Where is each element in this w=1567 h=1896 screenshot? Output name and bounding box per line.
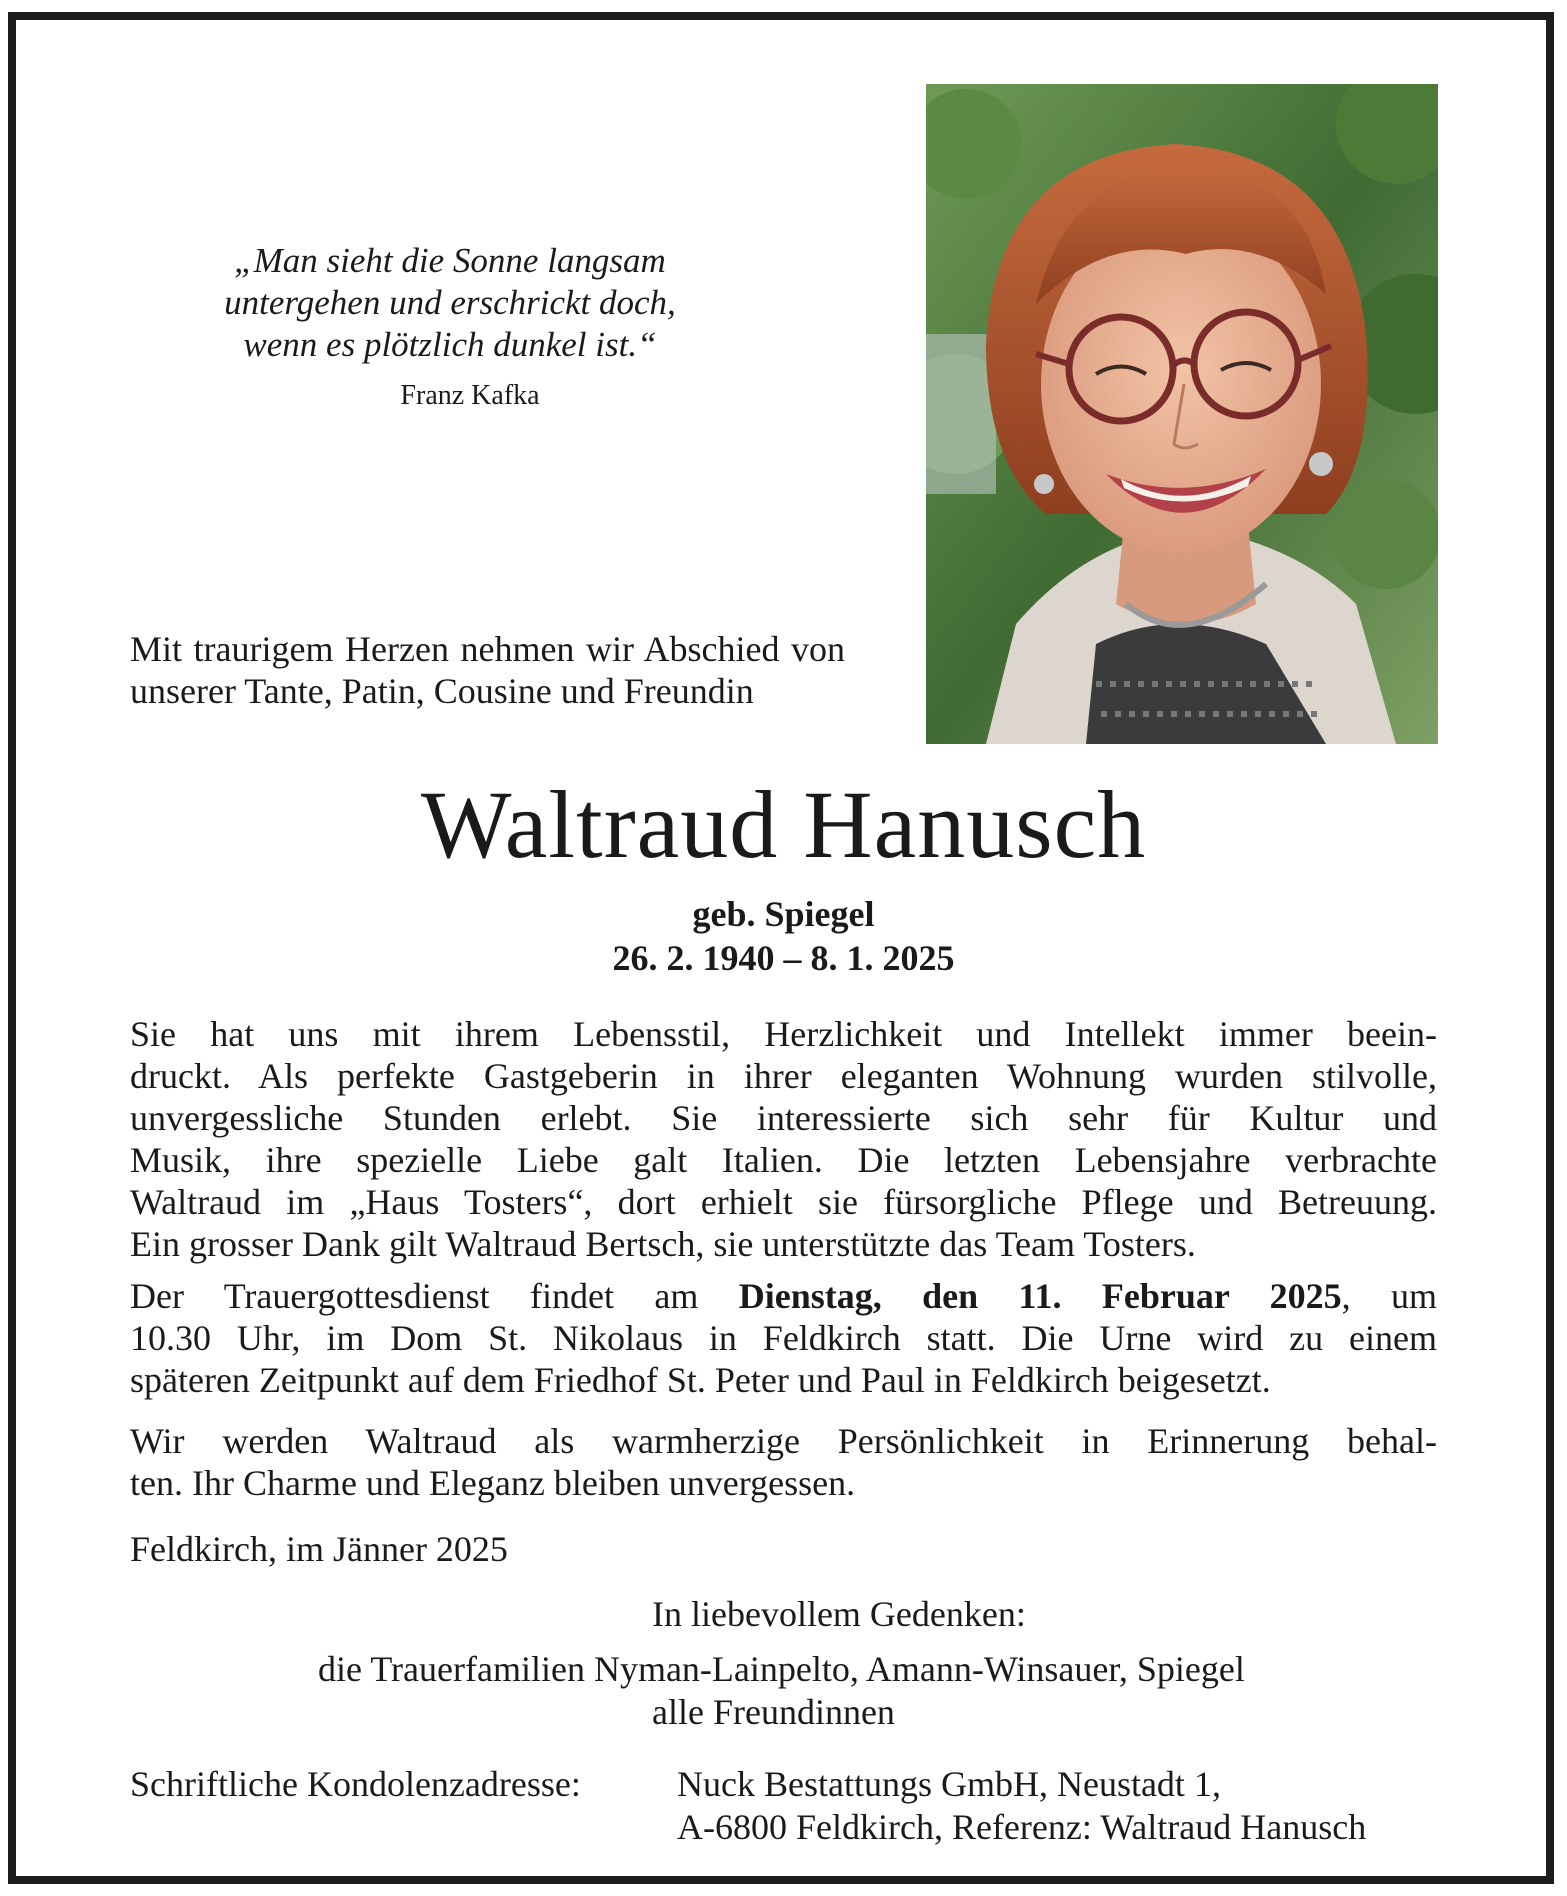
service-date: Dienstag, den 11. Februar 2025 bbox=[738, 1276, 1342, 1316]
tribute-paragraph bbox=[130, 1013, 1437, 1265]
remembrance-line: Wir werden Waltraud als warmherzige Persönlichkeit in Erinnerung behal- bbox=[130, 1421, 1437, 1461]
service-intro: Der Trauergottesdienst findet am bbox=[130, 1276, 739, 1316]
kafka-quote bbox=[190, 240, 710, 366]
life-dates: 26. 2. 1940 – 8. 1. 2025 bbox=[612, 938, 955, 978]
quote-line: untergehen und erschrickt doch, bbox=[224, 283, 676, 322]
service-line bbox=[130, 1275, 1437, 1317]
friends-line: alle Freundinnen bbox=[652, 1692, 895, 1732]
tribute-line: druckt. Als perfekte Gastgeberin in ihrer eleganten Wohnung wurden stilvolle, bbox=[130, 1056, 1437, 1096]
tribute-line: Ein grosser Dank gilt Waltraud Bertsch, sie unterstützte das Team Tosters. bbox=[130, 1224, 1196, 1264]
portrait-photo bbox=[926, 84, 1438, 744]
service-line: 10.30 Uhr, im Dom St. Nikolaus in Feldkirch statt. Die Urne wird zu einem bbox=[130, 1318, 1437, 1358]
service-line: späteren Zeitpunkt auf dem Friedhof St. Peter und Paul in Feldkirch beigesetzt. bbox=[130, 1360, 1271, 1400]
quote-line: wenn es plötzlich dunkel ist.“ bbox=[243, 325, 657, 364]
remembrance-line: ten. Ihr Charme und Eleganz bleiben unvergessen. bbox=[130, 1463, 856, 1503]
intro-text: Mit traurigem Herzen nehmen wir Abschied von unserer Tante, Patin, Cousine und Freundin bbox=[130, 629, 845, 711]
service-paragraph bbox=[130, 1275, 1437, 1401]
tribute-line: Sie hat uns mit ihrem Lebensstil, Herzlichkeit und Intellekt immer beein- bbox=[130, 1014, 1437, 1054]
place-date: Feldkirch, im Jänner 2025 bbox=[130, 1529, 508, 1569]
condolence-address-line2: A-6800 Feldkirch, Referenz: Waltraud Hanusch bbox=[677, 1807, 1367, 1847]
born-name: geb. Spiegel bbox=[692, 894, 875, 934]
condolence-label: Schriftliche Kondolenzadresse: bbox=[130, 1764, 581, 1804]
portrait-photo-icon bbox=[926, 84, 1438, 744]
quote-line: „Man sieht die Sonne langsam bbox=[234, 241, 666, 280]
deceased-name: Waltraud Hanusch bbox=[420, 771, 1147, 878]
tribute-line: Waltraud im „Haus Tosters“, dort erhielt sie fürsorgliche Pflege und Betreuung. bbox=[130, 1182, 1437, 1222]
condolence-address-line1: Nuck Bestattungs GmbH, Neustadt 1, bbox=[677, 1764, 1221, 1804]
mourning-families: die Trauerfamilien Nyman-Lainpelto, Amann-Winsauer, Spiegel bbox=[318, 1649, 1245, 1689]
service-time-intro: , um bbox=[1341, 1276, 1438, 1316]
memory-heading: In liebevollem Gedenken: bbox=[652, 1594, 1026, 1634]
remembrance-paragraph bbox=[130, 1420, 1437, 1504]
tribute-line: Musik, ihre spezielle Liebe galt Italien. Die letzten Lebensjahre verbrachte bbox=[130, 1140, 1437, 1180]
quote-author: Franz Kafka bbox=[400, 380, 540, 411]
tribute-line: unvergessliche Stunden erlebt. Sie interessierte sich sehr für Kultur und bbox=[130, 1098, 1437, 1138]
